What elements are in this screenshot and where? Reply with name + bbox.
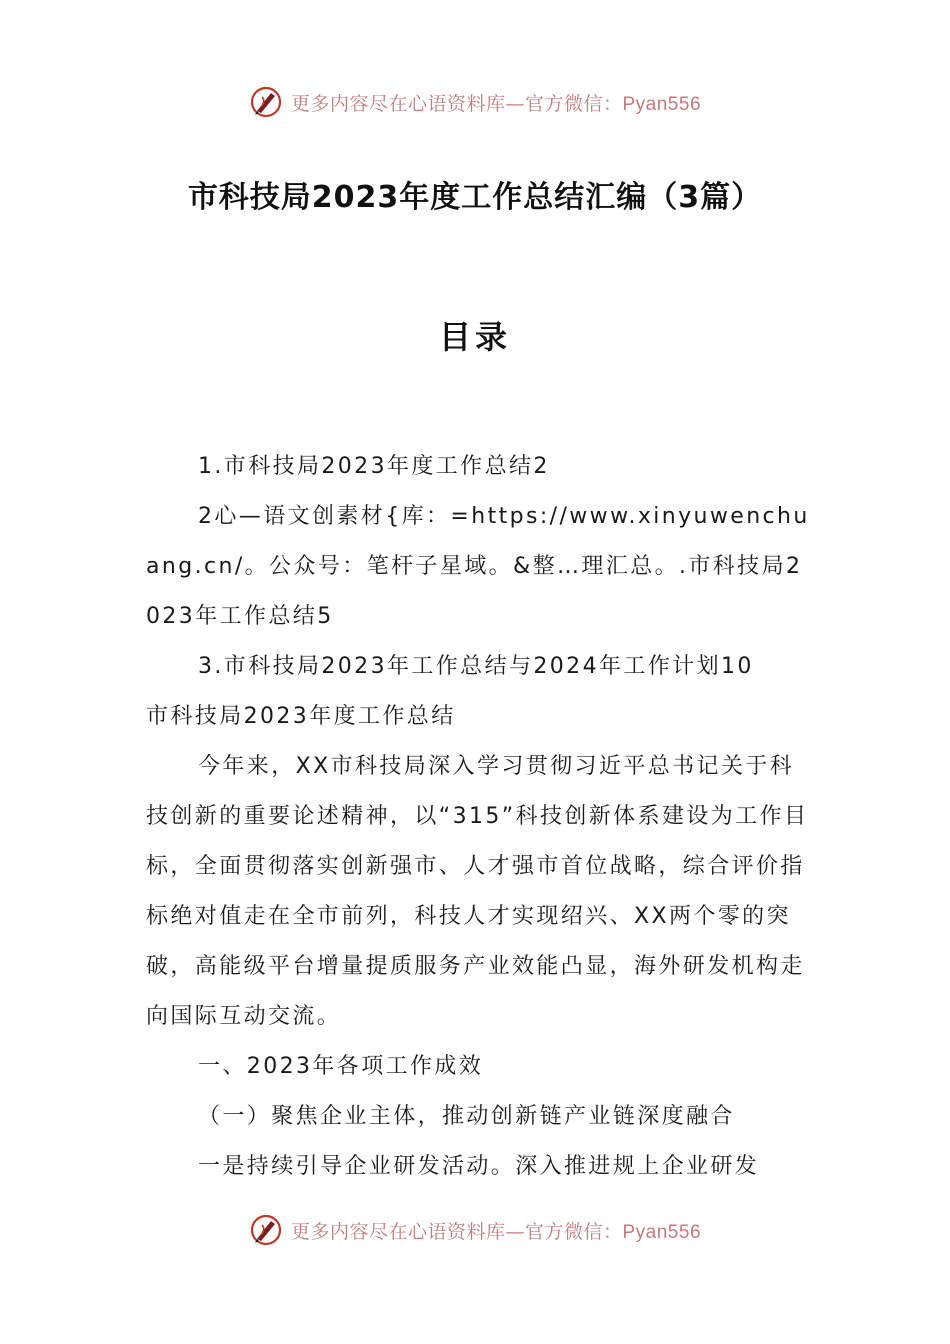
toc-heading: 目录 [438, 318, 511, 356]
section-title: 市科技局2023年度工作总结 [146, 704, 456, 729]
toc-item: 1.市科技局2023年度工作总结2 [198, 454, 550, 479]
toc-item: 3.市科技局2023年工作总结与2024年工作计划10 [198, 654, 754, 679]
heading-level-2: （一）聚焦企业主体，推动创新链产业链深度融合 [198, 1104, 735, 1129]
toc-item: 2心—语文创素材{库：=https://www.xinyuwenchuang.cn/。公众号：笔杆子星域。&整…理汇总。.市科技局2023年工作总结5 [146, 504, 810, 629]
pen-logo-icon [249, 1213, 283, 1247]
table-of-contents [146, 442, 810, 692]
document-body [146, 692, 810, 1192]
intro-paragraph: 今年来，XX市科技局深入学习贯彻习近平总书记关于科技创新的重要论述精神，以“315”科技创新体系建设为工作目标，全面贯彻落实创新强市、人才强市首位战略，综合评价指标绝对值走在全市前列，科技人才实现绍兴、XX两个零的突破，高能级平台增量提质服务产业效能凸显，海外研发机构走向国际互动交流。 [146, 754, 809, 1029]
header-watermark-banner [0, 82, 950, 122]
watermark-text: 更多内容尽在心语资料库—官方微信：Pyan556 [290, 92, 702, 115]
pen-logo-icon [249, 85, 283, 119]
footer-watermark-banner [0, 1210, 950, 1250]
document-title: 市科技局2023年度工作总结汇编（3篇） [187, 180, 763, 215]
watermark-text: 更多内容尽在心语资料库—官方微信：Pyan556 [290, 1220, 702, 1243]
heading-level-1: 一、2023年各项工作成效 [198, 1054, 484, 1079]
body-paragraph: 一是持续引导企业研发活动。深入推进规上企业研发 [198, 1154, 760, 1179]
